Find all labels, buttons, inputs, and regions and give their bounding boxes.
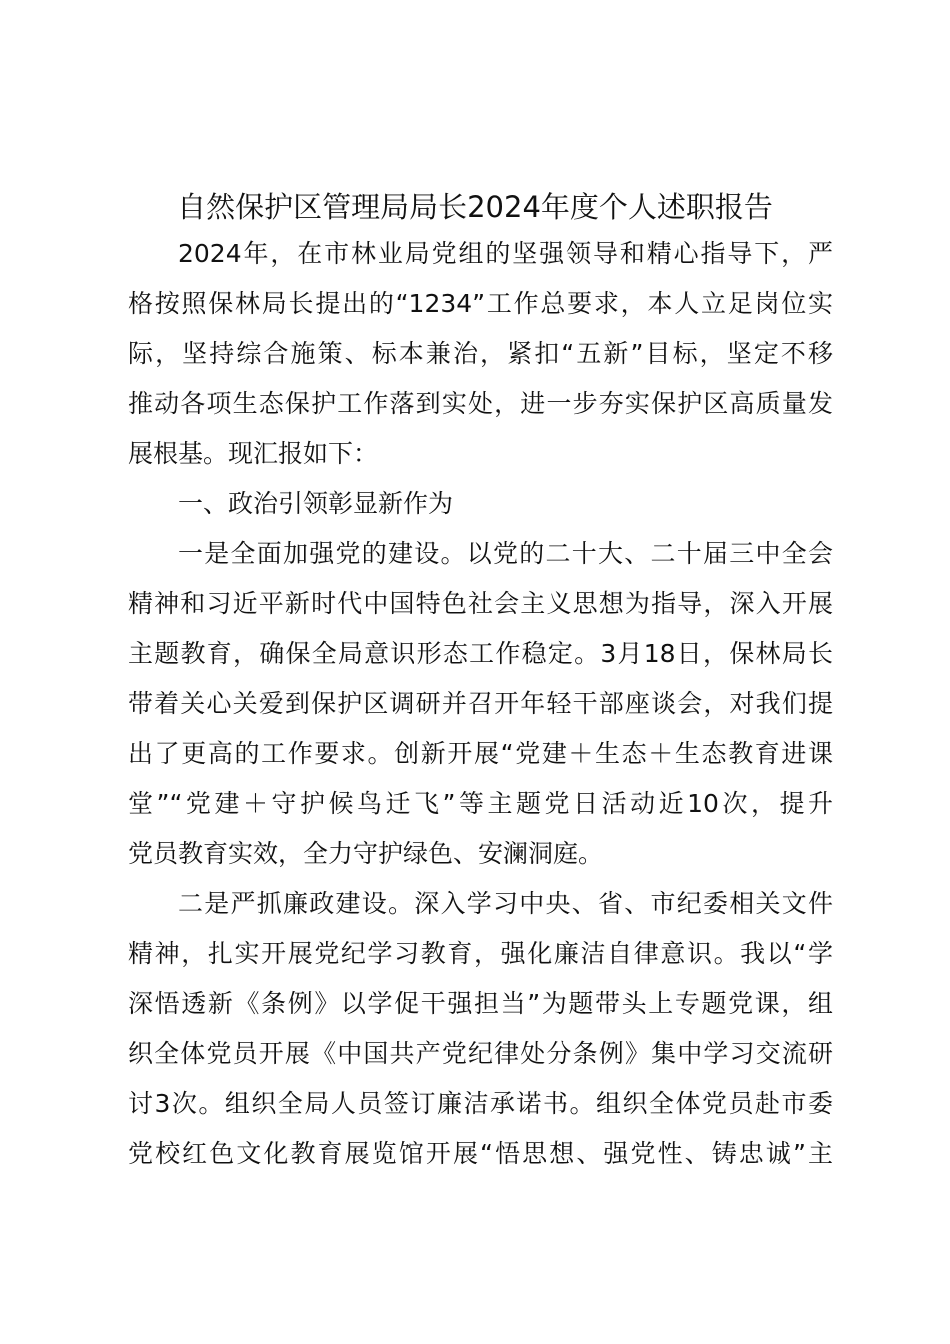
paragraph-line: 织全体党员开展《中国共产党纪律处分条例》集中学习交流研: [128, 1039, 833, 1068]
paragraph-line: 堂”“党建＋守护候鸟迁飞”等主题党日活动近10次，提升: [128, 789, 833, 818]
paragraph-line: 推动各项生态保护工作落到实处，进一步夯实保护区高质量发: [128, 389, 833, 418]
paragraph-line: 精神，扎实开展党纪学习教育，强化廉洁自律意识。我以“学: [128, 939, 833, 968]
paragraph-line: 出了更高的工作要求。创新开展“党建＋生态＋生态教育进课: [128, 739, 833, 768]
section-heading: 一、政治引领彰显新作为: [178, 489, 454, 518]
paragraph-line: 讨3次。组织全局人员签订廉洁承诺书。组织全体党员赴市委: [128, 1089, 833, 1118]
paragraph-line: 精神和习近平新时代中国特色社会主义思想为指导，深入开展: [128, 589, 833, 618]
paragraph-line: 格按照保林局长提出的“1234”工作总要求，本人立足岗位实: [128, 289, 833, 318]
paragraph-line: 二是严抓廉政建设。深入学习中央、省、市纪委相关文件: [178, 889, 833, 918]
paragraph-line: 党校红色文化教育展览馆开展“悟思想、强党性、铸忠诚”主: [128, 1139, 833, 1168]
document-title: 自然保护区管理局局长2024年度个人述职报告: [177, 190, 773, 224]
paragraph-line: 展根基。现汇报如下：: [128, 439, 379, 468]
paragraph-line: 主题教育，确保全局意识形态工作稳定。3月18日，保林局长: [128, 639, 833, 668]
paragraph-line: 2024年，在市林业局党组的坚强领导和精心指导下，严: [178, 239, 833, 268]
paragraph-line: 一是全面加强党的建设。以党的二十大、二十届三中全会: [178, 539, 833, 568]
paragraph-line: 党员教育实效，全力守护绿色、安澜洞庭。: [128, 839, 604, 868]
paragraph-line: 际，坚持综合施策、标本兼治，紧扣“五新”目标，坚定不移: [128, 339, 833, 368]
paragraph-line: 深悟透新《条例》以学促干强担当”为题带头上专题党课，组: [128, 989, 833, 1018]
paragraph-line: 带着关心关爱到保护区调研并召开年轻干部座谈会，对我们提: [128, 689, 833, 718]
